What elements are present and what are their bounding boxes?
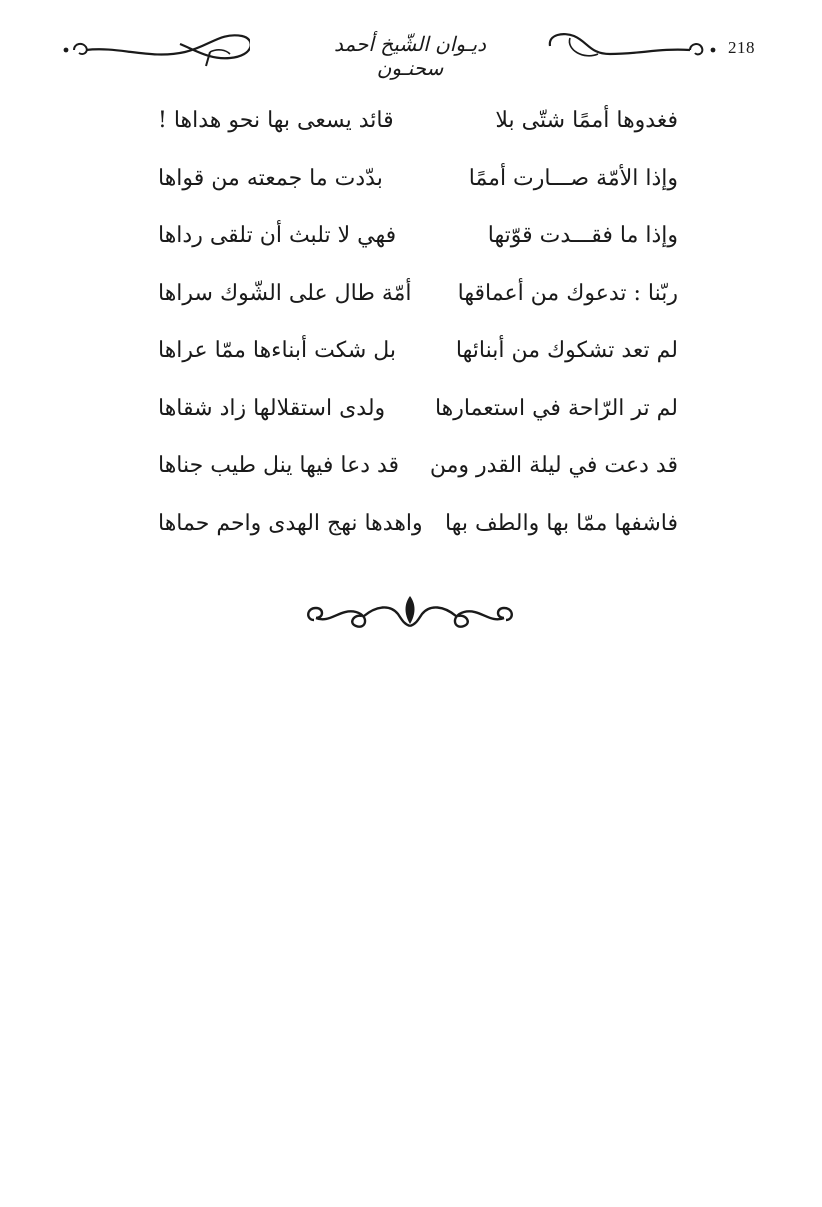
poem-verse — [150, 158, 678, 216]
page-number: 218 — [728, 38, 755, 57]
verse-first-hemistich: وإذا الأمّة صـــارت أممًا — [468, 165, 678, 191]
header-ornament-right-icon — [540, 22, 720, 74]
verse-second-hemistich: قائد يسعى بها نحو هداها ! — [158, 108, 394, 133]
running-title: ديـوان الشّيخ أحمد سحنـون — [333, 32, 487, 80]
verse-second-hemistich: ولدى استقلالها زاد شقاها — [158, 395, 386, 421]
poem-verse — [150, 330, 678, 388]
verse-first-hemistich: ربّنا : تدعوك من أعماقها — [457, 280, 678, 306]
verse-first-hemistich: وإذا ما فقـــدت قوّتها — [487, 223, 678, 248]
header-ornament-left-icon — [60, 22, 250, 74]
poem-verse — [150, 503, 678, 561]
verse-first-hemistich: لم تعد تشكوك من أبنائها — [455, 338, 678, 363]
poem-verse — [150, 273, 678, 331]
verse-second-hemistich: أمّة طال على الشّوك سراها — [158, 280, 412, 306]
poem-body — [150, 100, 678, 560]
verse-second-hemistich: واهدها نهج الهدى واحم حماها — [158, 510, 423, 536]
poem-verse — [150, 445, 678, 503]
verse-second-hemistich: فهي لا تلبث أن تلقى رداها — [158, 223, 397, 248]
verse-first-hemistich: لم تر الرّاحة في استعمارها — [434, 395, 678, 421]
verse-second-hemistich: بل شكت أبناءها ممّا عراها — [158, 338, 397, 363]
page-header — [60, 22, 760, 80]
verse-first-hemistich: فاشفها ممّا بها والطف بها — [445, 510, 678, 536]
verse-second-hemistich: بدّدت ما جمعته من قواها — [158, 165, 383, 191]
poem-verse — [150, 215, 678, 273]
verse-first-hemistich: قد دعت في ليلة القدر ومن — [429, 453, 678, 478]
verse-first-hemistich: فغدوها أممًا شتّى بلا — [495, 108, 678, 133]
poem-verse — [150, 388, 678, 446]
verse-second-hemistich: قد دعا فيها ينل طيب جناها — [158, 453, 400, 478]
end-ornament-icon — [300, 590, 520, 640]
poem-verse — [150, 100, 678, 158]
